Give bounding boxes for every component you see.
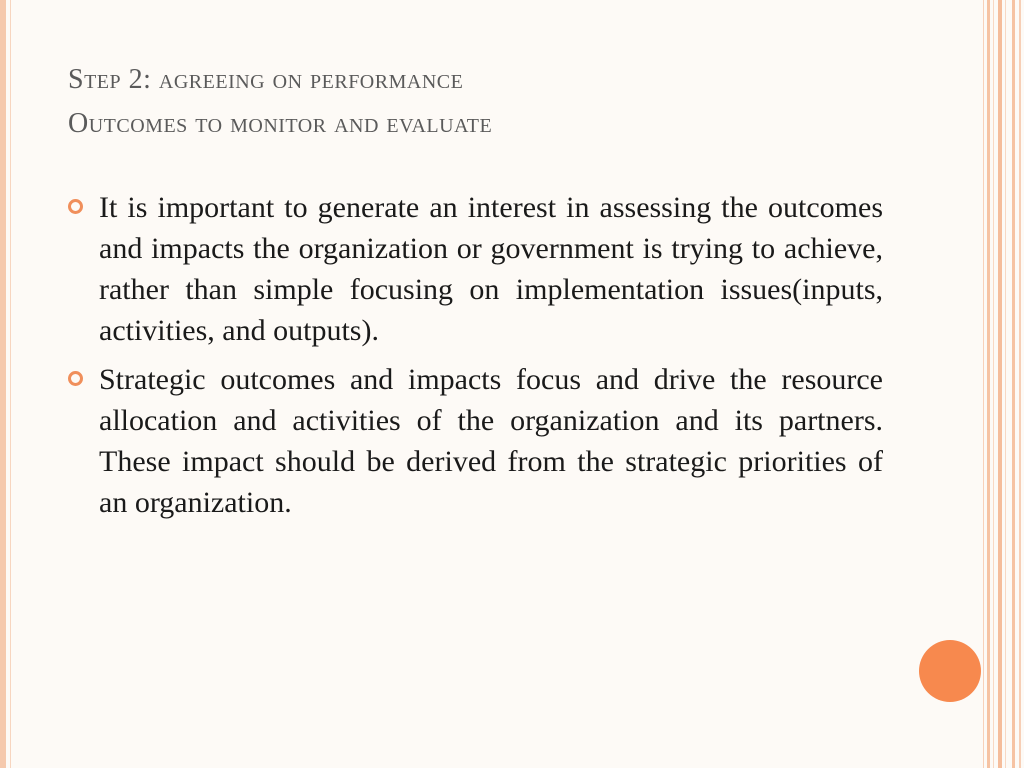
ring-bullet-icon (68, 199, 83, 214)
right-border-line (1012, 0, 1015, 768)
bullet-text: It is important to generate an interest in assessing the outcomes and impacts the organization or government is trying to achieve, rather than simple focusing on implementation issues(inputs, activities, and outputs). (99, 191, 883, 347)
right-border-line (1019, 0, 1021, 768)
slide-title-line: Step 2: agreeing on performance (68, 64, 464, 95)
orange-circle-decoration (919, 640, 981, 702)
right-border-line (993, 0, 994, 768)
bullet-list (68, 187, 883, 531)
right-border-line (1005, 0, 1006, 768)
right-border-line (987, 0, 990, 768)
bullet-item (68, 187, 883, 351)
bullet-text: Strategic outcomes and impacts focus and drive the resource allocation and activities of the organization and its partners. These impact should be derived from the strategic priorities of an organization. (99, 363, 883, 519)
right-border-line (998, 0, 1002, 768)
slide-title-line: Outcomes to monitor and evaluate (68, 108, 493, 139)
slide-title (68, 58, 948, 146)
ring-bullet-icon (68, 371, 83, 386)
right-border-line (983, 0, 984, 768)
bullet-item (68, 359, 883, 523)
